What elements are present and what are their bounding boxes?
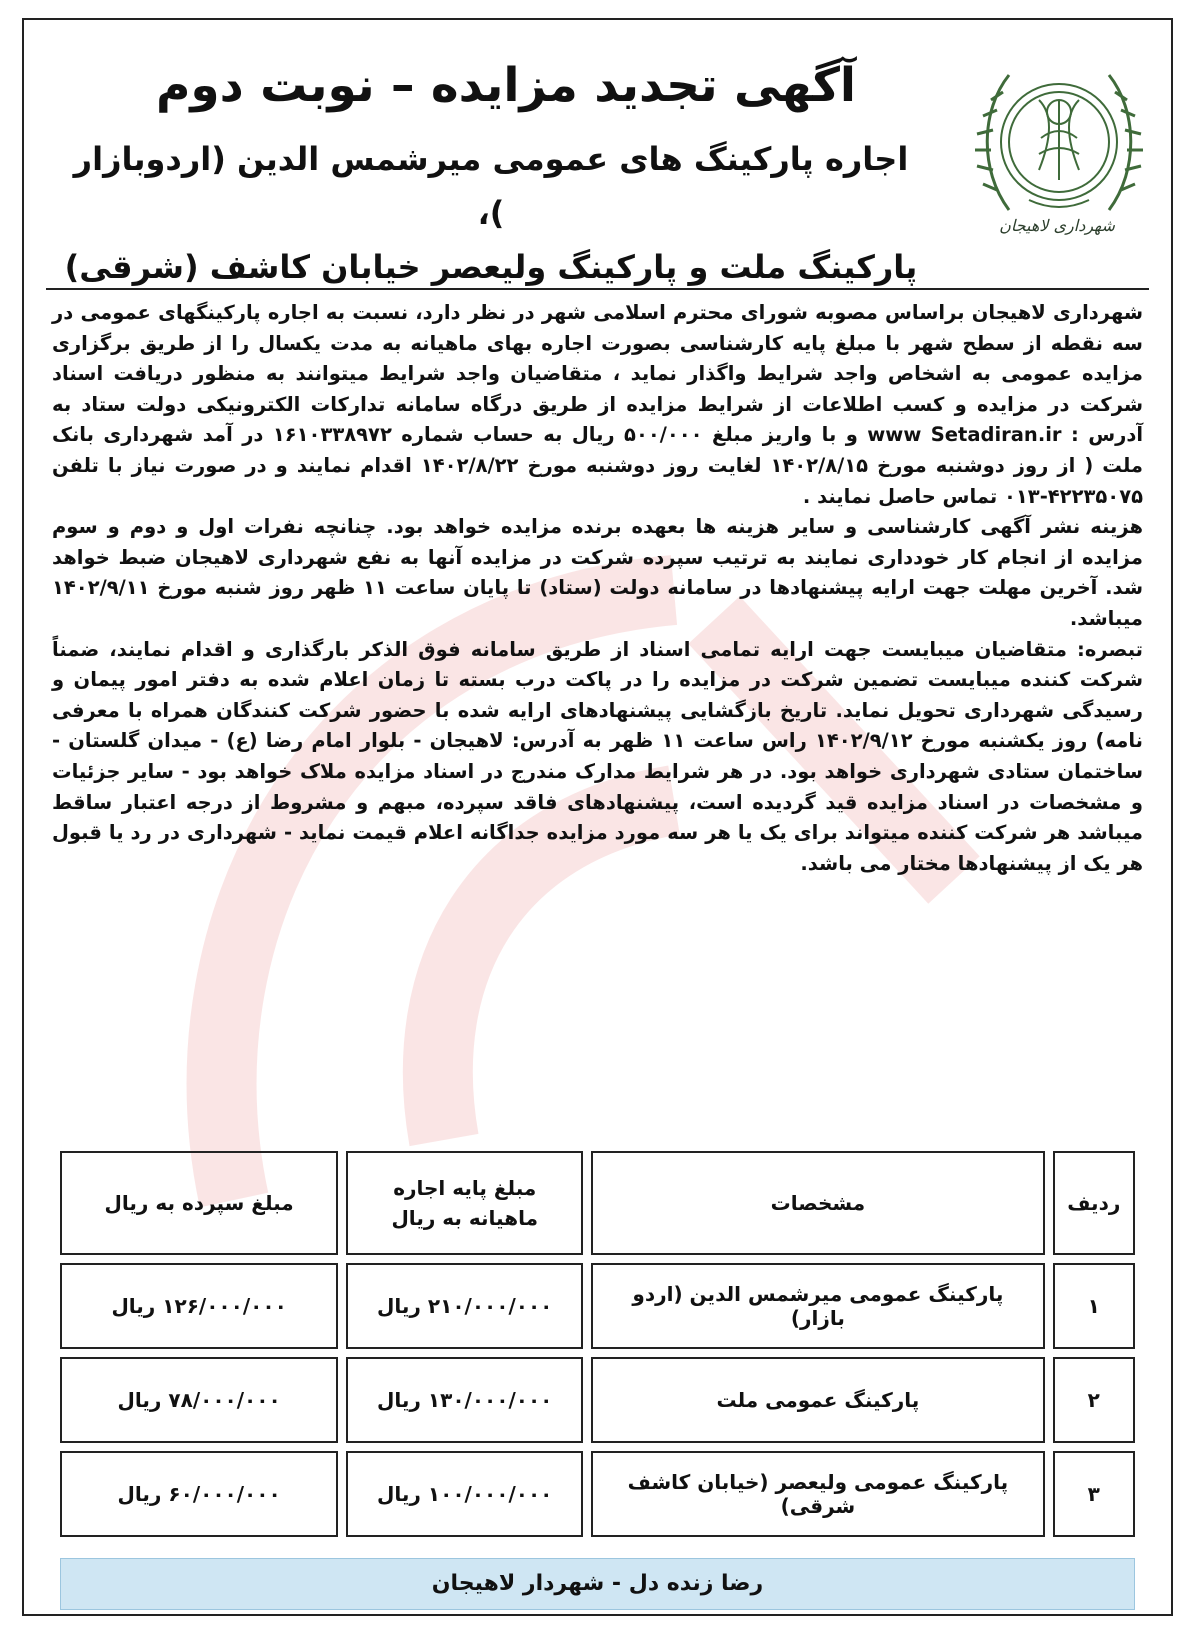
paragraph-1 <box>52 298 1143 512</box>
header-base-rent <box>346 1151 583 1255</box>
notice-body <box>52 298 1143 879</box>
notice-header <box>24 20 1171 286</box>
row-number: ۱ <box>1053 1263 1135 1349</box>
paragraph-1-part-b: و با واریز مبلغ ۵۰۰/۰۰۰ ریال به حساب شماره ۱۶۱۰۳۳۸۹۷۲ در آمد شهرداری بانک ملت ( از روز دوشنبه مورخ ۱۴۰۲/۸/۱۵ لغایت روز دوشنبه مورخ ۱۴۰۲/۸/۲۲ اقدام نمایند و در صورت نیاز با تلفن ۴۲۲۳۵۰۷۵-۰۱۳ تماس حاصل نمایند . <box>52 423 1143 508</box>
header-spec: مشخصات <box>591 1151 1044 1255</box>
page-subtitle <box>61 132 921 294</box>
table-row <box>60 1451 1135 1537</box>
row-spec: پارکینگ عمومی میرشمس الدین (اردو بازار) <box>591 1263 1044 1349</box>
notice-frame <box>22 18 1173 1616</box>
table-row <box>60 1263 1135 1349</box>
subtitle-line-2: پارکینگ ملت و پارکینگ ولیعصر خیابان کاشف (شرقی) <box>64 248 918 286</box>
header-deposit: مبلغ سپرده به ریال <box>60 1151 338 1255</box>
header-divider <box>46 288 1149 290</box>
row-base-rent: ۱۳۰/۰۰۰/۰۰۰ ریال <box>346 1357 583 1443</box>
mayor-signature: رضا زنده دل - شهردار لاهیجان <box>60 1558 1135 1610</box>
page-title: آگهی تجدید مزایده – نوبت دوم <box>155 58 857 113</box>
paragraph-1-part-a: شهرداری لاهیجان براساس مصوبه شورای محترم اسلامی شهر در نظر دارد، نسبت به اجاره پارکینگهای عمومی در سه نقطه از سطح شهر با مبلغ پایه کارشناسی بصورت اجاره بهای ماهیانه به مدت یکسال را از طریق برگزاری مزایده عمومی به اشخاص واجد شرایط واگذار نماید ، متقاضیان واجد شرایط میتوانند به منظور دریافت اسناد شرکت در مزایده و کسب اطلاعات از شرایط مزایده از طریق درگاه سامانه تدارکات الکترونیکی دولت ستاد به آدرس : <box>52 301 1144 447</box>
row-spec: پارکینگ عمومی ملت <box>591 1357 1044 1443</box>
website-link[interactable]: www Setadiran.ir <box>867 423 1062 447</box>
header-base-rent-line-1: مبلغ پایه اجاره <box>393 1176 537 1200</box>
row-deposit: ۱۲۶/۰۰۰/۰۰۰ ریال <box>60 1263 338 1349</box>
row-base-rent: ۱۰۰/۰۰۰/۰۰۰ ریال <box>346 1451 583 1537</box>
table-row <box>60 1357 1135 1443</box>
logo-caption: شهرداری لاهیجان <box>999 216 1115 235</box>
paragraph-2: هزینه نشر آگهی کارشناسی و سایر هزینه ها بعهده برنده مزایده خواهد بود. چنانچه نفرات اول و دوم و سوم مزایده از انجام کار خودداری نمایند به ترتیب سپرده شرکت در مزایده آنها به نفع شهرداری لاهیجان ضبط خواهد شد. آخرین مهلت جهت ارایه پیشنهادها در سامانه دولت (ستاد) تا پایان ساعت ۱۱ ظهر روز شنبه مورخ ۱۴۰۲/۹/۱۱ میباشد. <box>52 515 1143 630</box>
row-deposit: ۶۰/۰۰۰/۰۰۰ ریال <box>60 1451 338 1537</box>
row-spec: پارکینگ عمومی ولیعصر (خیابان کاشف شرقی) <box>591 1451 1044 1537</box>
header-row-number: ردیف <box>1053 1151 1135 1255</box>
row-deposit: ۷۸/۰۰۰/۰۰۰ ریال <box>60 1357 338 1443</box>
subtitle-line-1: اجاره پارکینگ های عمومی میرشمس الدین (اردوبازار )، <box>73 140 909 232</box>
header-base-rent-line-2: ماهیانه به ریال <box>391 1206 538 1230</box>
table-header-row <box>60 1151 1135 1255</box>
row-number: ۲ <box>1053 1357 1135 1443</box>
row-base-rent: ۲۱۰/۰۰۰/۰۰۰ ریال <box>346 1263 583 1349</box>
auction-lots-table <box>52 1143 1143 1545</box>
row-number: ۳ <box>1053 1451 1135 1537</box>
paragraph-3-note: تبصره: متقاضیان میبایست جهت ارایه تمامی اسناد از طریق سامانه فوق الذکر بارگذاری و اقدام نمایند، ضمناً شرکت کننده میبایست تضمین شرکت در مزایده را در پاکت درب بسته تا زمان اعلام شده به دفتر امور پیمان و رسیدگی شهرداری تحویل نماید. تاریخ بازگشایی پیشنهادهای ارایه شده با حضور شرکت کنندگان همراه با معرفی نامه) روز یکشنبه مورخ ۱۴۰۲/۹/۱۲ راس ساعت ۱۱ ظهر به آدرس: لاهیجان - بلوار امام رضا (ع) - میدان گلستان - ساختمان ستادی شهرداری خواهد بود. در هر شرایط مدارک مندرج در اسناد مزایده ملاک خواهد بود - سایر جزئیات و مشخصات در اسناد مزایده قید گردیده است، پیشنهادهای فاقد سپرده، مبهم و مشروط از درجه اعتبار ساقط میباشد هر شرکت کننده میتواند برای یک یا هر سه مورد مزایده جداگانه اعلام قیمت نماید - شهرداری در رد یا قبول هر یک از پیشنهادها مختار می باشد. <box>52 637 1143 875</box>
